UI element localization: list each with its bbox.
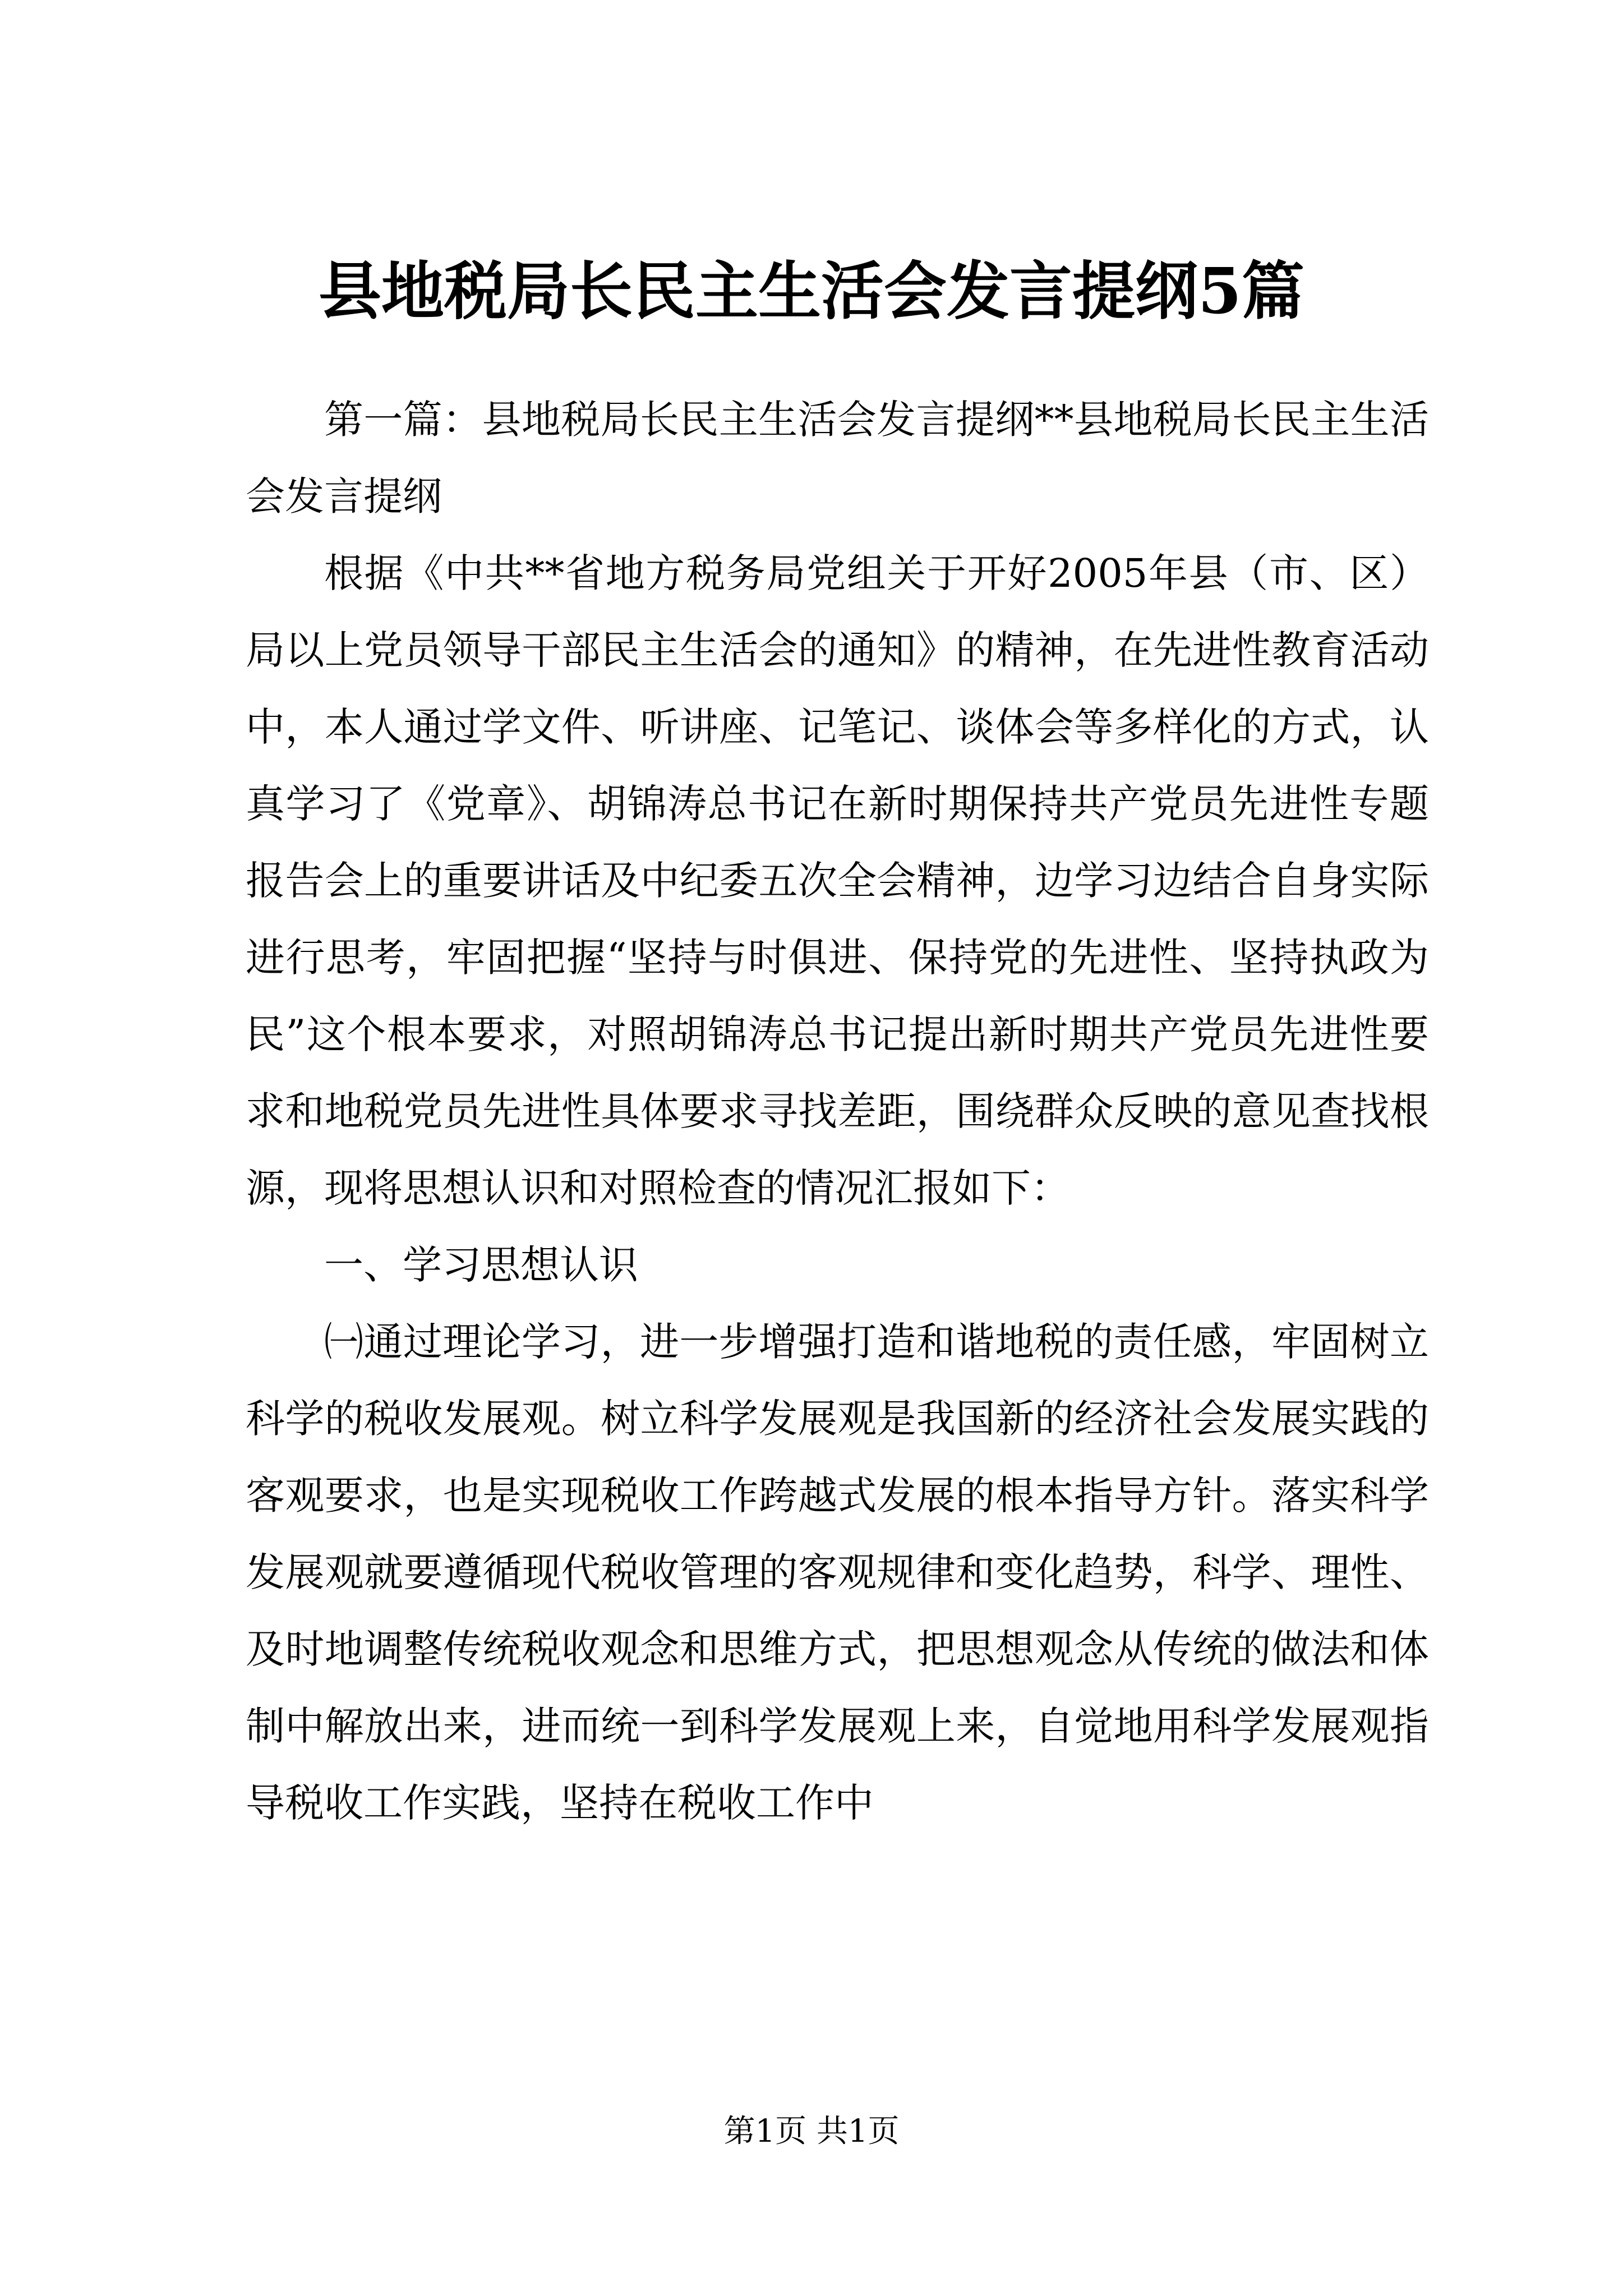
page-footer: 第1页 共1页: [723, 2113, 900, 2150]
document-title: 县地税局长民主生活会发言提纲5篇: [319, 255, 1304, 328]
paragraph-article-heading: 第一篇：县地税局长民主生活会发言提纲**县地税局长民主生活会发言提纲: [246, 397, 1429, 519]
section-heading: 一、学习思想认识: [324, 1242, 638, 1288]
paragraph-section-one: ㈠通过理论学习，进一步增强打造和谐地税的责任感，牢固树立科学的税收发展观。树立科学发展观是我国新的经济社会发展实践的客观要求，也是实现税收工作跨越式发展的根本指导方针。落实科学发展观就要遵循现代税收管理的客观规律和变化趋势，科学、理性、及时地调整传统税收观念和思维方式，把思想观念从传统的做法和体制中解放出来，进而统一到科学发展观上来，自觉地用科学发展观指导税收工作实践，坚持在税收工作中: [246, 1319, 1429, 1826]
document-body: [246, 381, 1429, 1842]
paragraph-intro: 根据《中共**省地方税务局党组关于开好2005年县（市、区）局以上党员领导干部民主生活会的通知》的精神，在先进性教育活动中，本人通过学文件、听讲座、记笔记、谈体会等多样化的方式，认真学习了《党章》、胡锦涛总书记在新时期保持共产党员先进性专题报告会上的重要讲话及中纪委五次全会精神，边学习边结合自身实际进行思考，牢固把握“坚持与时俱进、保持党的先进性、坚持执政为民”这个根本要求，对照胡锦涛总书记提出新时期共产党员先进性要求和地税党员先进性具体要求寻找差距，围绕群众反映的意见查找根源，现将思想认识和对照检查的情况汇报如下：: [246, 550, 1429, 1211]
